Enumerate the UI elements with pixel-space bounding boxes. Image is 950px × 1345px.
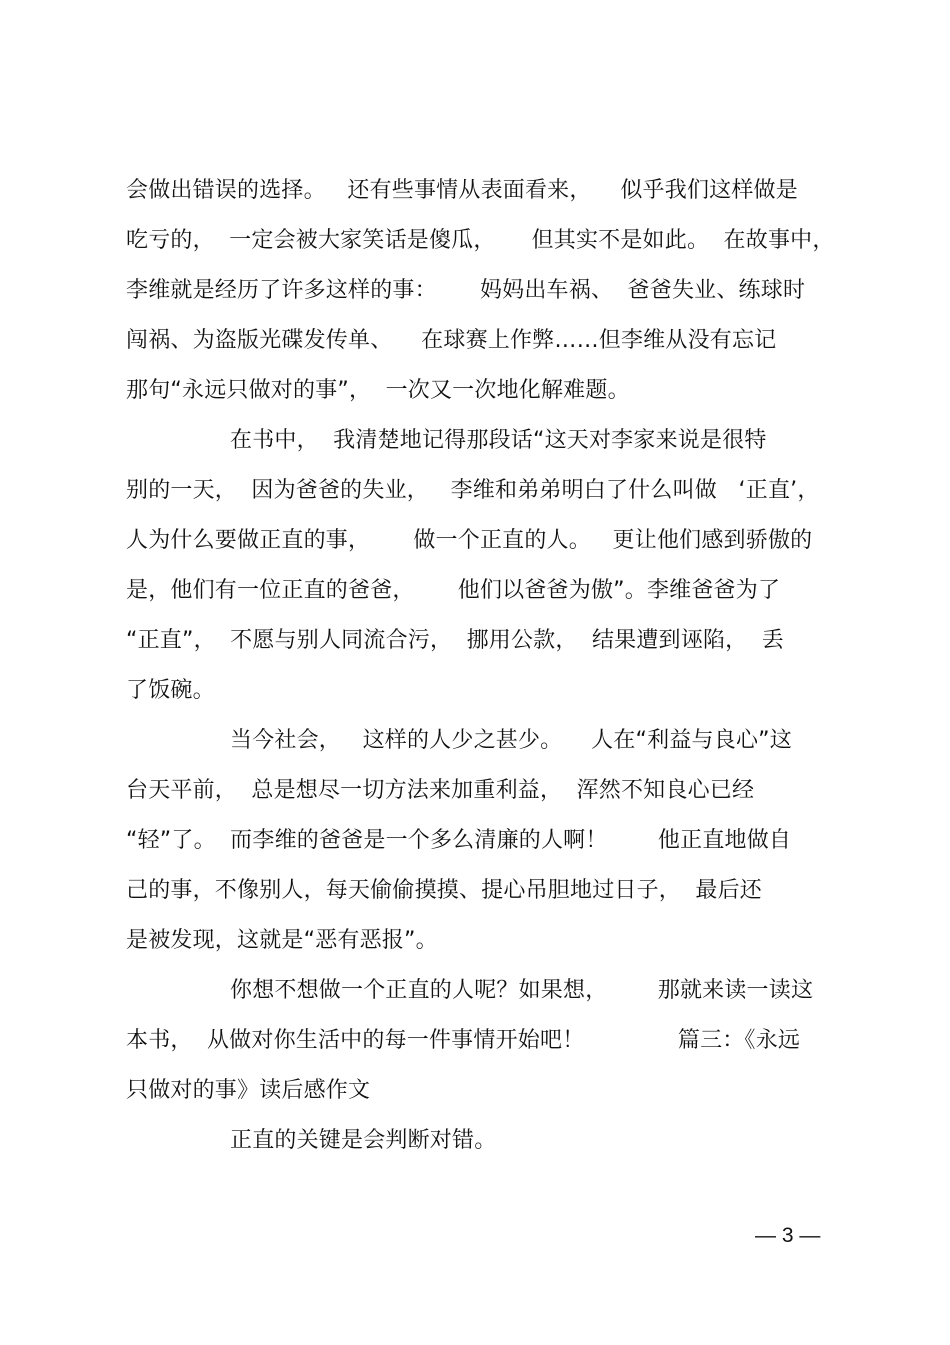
paragraph-start-line: 当今社会， 这样的人少之甚少。 人在“利益与良心”这	[230, 728, 792, 753]
text-line: 别的一天， 因为爸爸的失业， 李维和弟弟明白了什么叫做 ‘正直’，	[126, 478, 820, 503]
text-line: 台天平前， 总是想尽一切方法来加重利益， 浑然不知良心已经	[126, 778, 755, 803]
text-line: 闯祸、为盗版光碟发传单、 在球赛上作弊……但李维从没有忘记	[126, 328, 777, 353]
page-number: — 3 —	[755, 1224, 821, 1247]
text-line: 是被发现，这就是“恶有恶报”。	[126, 928, 438, 953]
text-line: “正直”， 不愿与别人同流合污， 挪用公款， 结果遭到诬陷， 丢	[126, 628, 784, 653]
paragraph-start-line: 在书中， 我清楚地记得那段话“这天对李家来说是很特	[230, 428, 767, 453]
text-line: 李维就是经历了许多这样的事： 妈妈出车祸、 爸爸失业、练球时	[126, 278, 806, 303]
text-line: 会做出错误的选择。 还有些事情从表面看来， 似乎我们这样做是	[126, 178, 798, 203]
text-line: “轻”了。 而李维的爸爸是一个多么清廉的人啊！ 他正直地做自	[126, 828, 792, 853]
text-line: 本书， 从做对你生活中的每一件事情开始吧！ 篇三：《永远	[126, 1028, 801, 1053]
text-line: 己的事，不像别人，每天偷偷摸摸、提心吊胆地过日子， 最后还	[126, 878, 762, 903]
text-line: 了饭碗。	[126, 678, 215, 703]
paragraph-start-line: 正直的关键是会判断对错。	[230, 1128, 497, 1153]
text-line: 是，他们有一位正直的爸爸， 他们以爸爸为傲”。李维爸爸为了	[126, 578, 781, 603]
paragraph-start-line: 你想不想做一个正直的人呢？如果想， 那就来读一读这	[230, 978, 814, 1003]
text-line: 只做对的事》读后感作文	[126, 1078, 371, 1103]
text-line: 吃亏的， 一定会被大家笑话是傻瓜， 但其实不是如此。 在故事中，	[126, 228, 835, 253]
text-line: 那句“永远只做对的事”， 一次又一次地化解难题。	[126, 378, 630, 403]
text-line: 人为什么要做正直的事， 做一个正直的人。 更让他们感到骄傲的	[126, 528, 813, 553]
